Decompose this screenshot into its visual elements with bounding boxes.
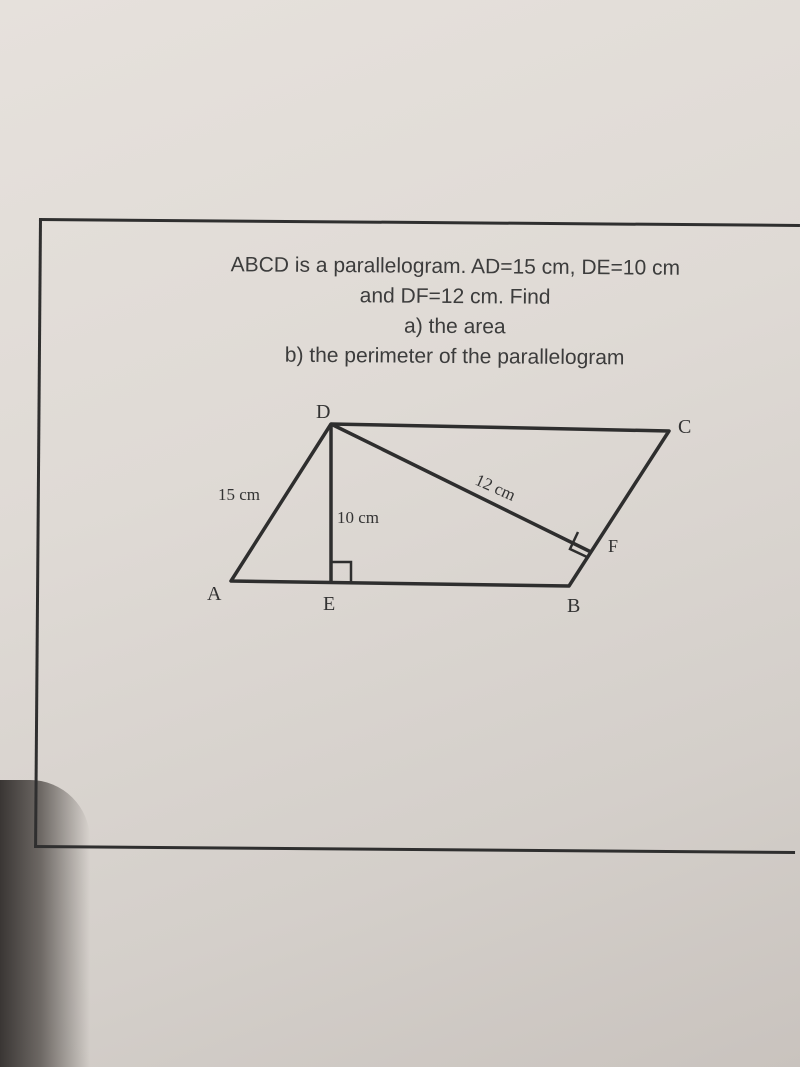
altitude-de-label: 10 cm [337,508,380,527]
right-angle-e [331,562,351,582]
vertex-c-label: C [678,416,692,438]
side-ad-label: 15 cm [218,485,261,504]
altitude-df-label: 12 cm [472,470,519,505]
problem-line-1: ABCD is a parallelogram. AD=15 cm, DE=10 cm [230,253,681,280]
problem-line-4: b) the perimeter of the parallelogram [284,343,625,370]
vertex-d-label: D [316,401,331,423]
altitude-df [331,424,591,552]
problem-line-2: and DF=12 cm. Find [359,284,551,309]
vertex-f-label: F [608,536,619,556]
problem-line-3: a) the area [404,314,506,339]
vertex-a-label: A [207,583,222,605]
vertex-b-label: B [567,595,581,617]
parallelogram-abcd [231,424,669,586]
vertex-e-label: E [323,593,336,615]
